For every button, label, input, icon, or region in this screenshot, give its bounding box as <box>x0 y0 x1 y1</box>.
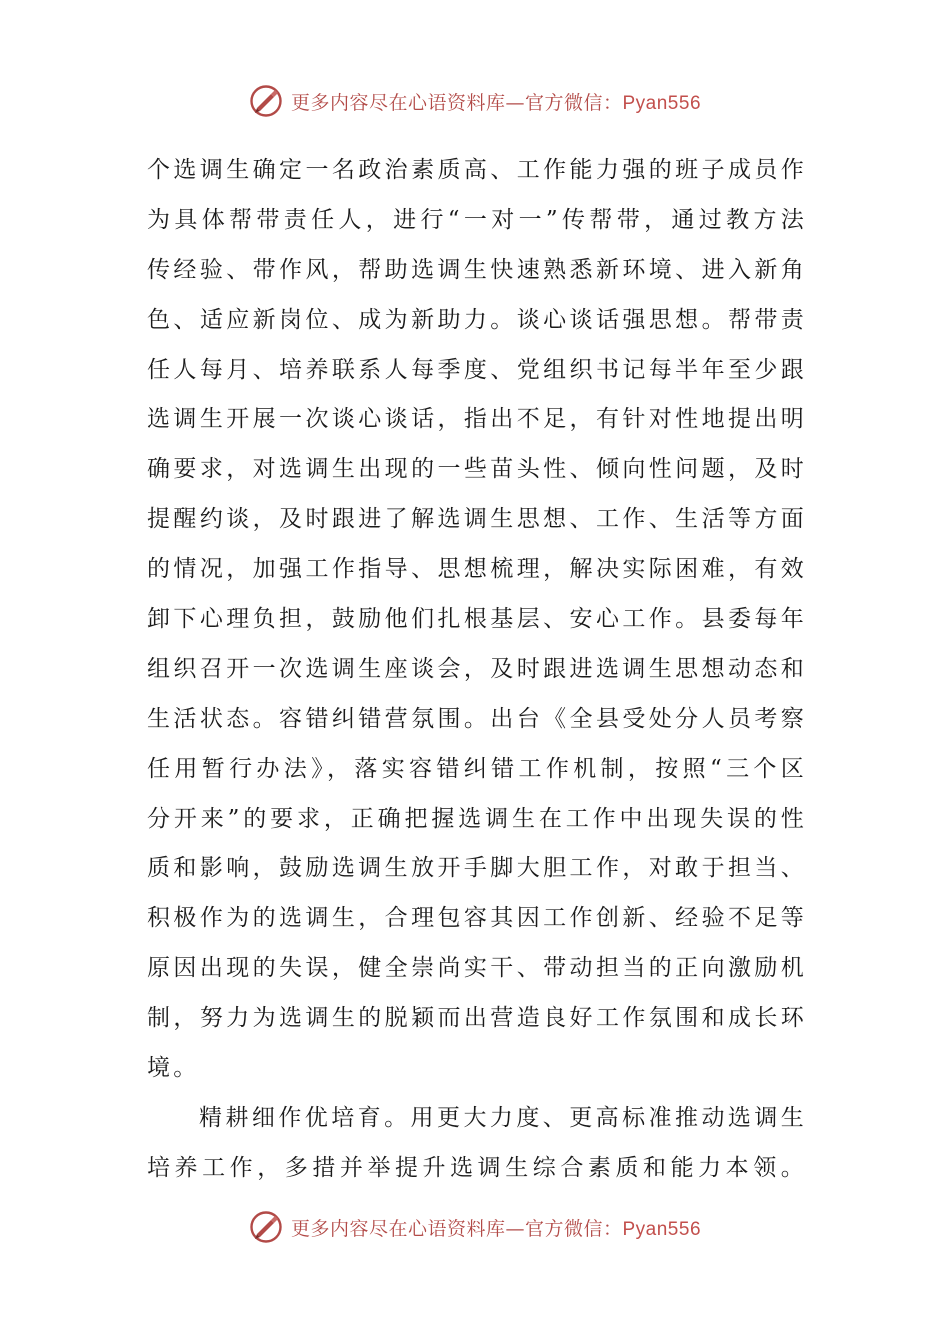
text-line: 任人每月、培养联系人每季度、党组织书记每半年至少跟 <box>147 356 807 383</box>
text-line: 境。 <box>147 1055 200 1082</box>
text-line: 传经验、带作风，帮助选调生快速熟悉新环境、进入新角 <box>147 256 807 283</box>
text-line: 为具体帮带责任人，进行“一对一”传帮带，通过教方法 <box>147 206 807 233</box>
pen-circle-logo-icon <box>249 1210 283 1244</box>
paragraph <box>147 146 807 1094</box>
text-line: 积极作为的选调生，合理包容其因工作创新、经验不足等 <box>147 905 807 932</box>
text-line: 生活状态。容错纠错营氛围。出台《全县受处分人员考察 <box>147 705 807 732</box>
text-line: 培养工作，多措并举提升选调生综合素质和能力本领。 <box>147 1154 807 1181</box>
text-line: 提醒约谈，及时跟进了解选调生思想、工作、生活等方面 <box>147 506 807 533</box>
text-line: 制，努力为选调生的脱颖而出营造良好工作氛围和成长环 <box>147 1005 807 1032</box>
text-line: 确要求，对选调生出现的一些苗头性、倾向性问题，及时 <box>147 456 807 483</box>
header-watermark <box>0 84 950 118</box>
watermark-prefix: 更多内容尽在心语资料库—官方微信： <box>290 1217 623 1240</box>
text-line: 个选调生确定一名政治素质高、工作能力强的班子成员作 <box>147 157 807 183</box>
text-line: 组织召开一次选调生座谈会，及时跟进选调生思想动态和 <box>147 655 807 682</box>
text-line: 精耕细作优培育。用更大力度、更高标准推动选调生 <box>199 1104 807 1131</box>
footer-watermark <box>0 1210 950 1244</box>
watermark-text <box>291 1214 701 1241</box>
pen-circle-logo-icon <box>249 84 283 118</box>
text-line: 的情况，加强工作指导、思想梳理，解决实际困难，有效 <box>147 556 807 583</box>
text-line: 选调生开展一次谈心谈话，指出不足，有针对性地提出明 <box>147 406 807 433</box>
text-line: 色、适应新岗位、成为新助力。谈心谈话强思想。帮带责 <box>147 306 807 333</box>
text-line: 质和影响，鼓励选调生放开手脚大胆工作，对敢于担当、 <box>147 855 807 882</box>
document-body <box>147 146 807 1194</box>
watermark-wechat-id: Pyan556 <box>622 92 702 114</box>
paragraph <box>147 1094 807 1194</box>
text-line: 卸下心理负担，鼓励他们扎根基层、安心工作。县委每年 <box>147 606 807 633</box>
watermark-text <box>291 88 701 115</box>
text-line: 分开来”的要求，正确把握选调生在工作中出现失误的性 <box>147 805 807 832</box>
watermark-wechat-id: Pyan556 <box>622 1218 702 1240</box>
text-line: 任用暂行办法》，落实容错纠错工作机制，按照“三个区 <box>147 755 807 782</box>
watermark-prefix: 更多内容尽在心语资料库—官方微信： <box>290 91 623 114</box>
text-line: 原因出现的失误，健全崇尚实干、带动担当的正向激励机 <box>147 955 807 982</box>
